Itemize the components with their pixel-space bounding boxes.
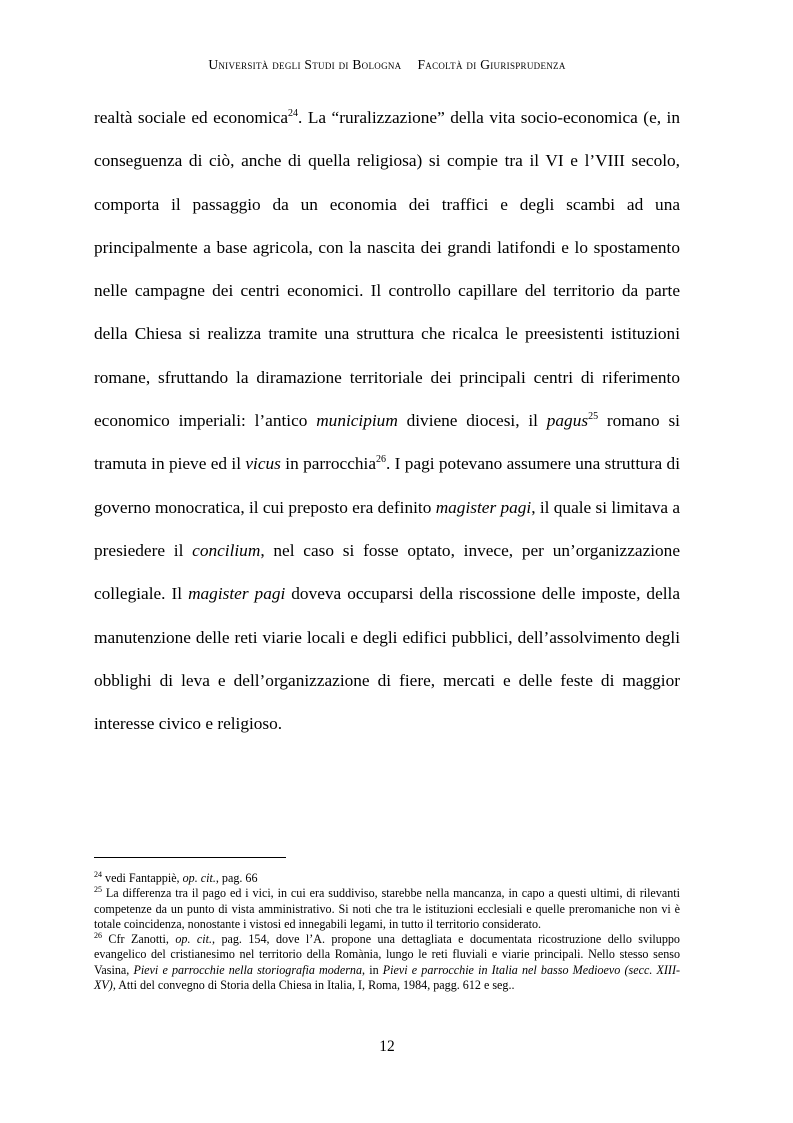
footnote-24 [94,871,680,886]
running-header [94,57,680,73]
body-paragraph [94,96,680,745]
body-text-run: . I pagi potevano assumere una struttura di governo monocratica, il cui preposto era definito [94,454,681,517]
footnote-number: 24 [94,870,102,879]
footnote-text: vedi Fantappiè, [102,871,183,885]
footnote-text: La differenza tra il pago ed i vici, in cui era suddiviso, starebbe nella mancanza, in capo a questi ultimi, di rilevanti competenze da un punto di vista amministrativo. Si noti che tra le istituzioni ecclesiali e quelle preromaniche non vi è totale coincidenza, nonostante i vistosi ed innegabili legami, in tutto il territorio considerato. [94,886,680,931]
body-text-run: , nel caso si fosse optato, invece, per un’organizzazione collegiale. Il [94,540,680,604]
footnote-25 [94,886,680,932]
footnote-title: Pievi e parrocchie in Italia nel basso Medioevo (secc. XIII-XV) [94,962,680,993]
body-text-run: . La “ruralizzazione” della vita socio-economica (e, in conseguenza di ciò, anche di quella religiosa) si compie tra il VI e l’VIII secolo, comporta il passaggio da un economia dei traffici e degli scambi ad una principalmente a base agricola, con la nascita dei grandi latifondi e lo spostamento nelle campagne dei centri economici. Il controllo capillare del territorio da parte della Chiesa si realizza tramite una struttura che ricalca le preesistenti istituzioni romane, sfruttando la diramazione territoriale dei principali centri di riferimento economico imperiali: l’antico [94,108,680,431]
footnote-ref-26[interactable]: 26 [376,454,386,466]
term-magister-pagi: magister pagi [435,497,532,517]
footnotes [94,871,680,993]
header-faculty: Facoltà di Giurisprudenza [417,57,566,72]
footnote-26 [94,932,680,993]
body-text-run: doveva occuparsi della riscossione delle imposte, della manutenzione delle reti viarie locali e degli edifici pubblici, dell’assolvimento degli obblighi di leva e dell’organizzazione di fiere, mercati e delle feste di maggior interesse civico e religioso. [94,584,681,734]
body-text-run: , il quale si limitava a presiedere il [94,497,680,560]
footnote-text: , pag. 66 [215,871,258,885]
term-pagus: pagus [546,411,589,431]
body-text-run: realtà sociale ed economica [94,108,288,127]
footnote-ref-24[interactable]: 24 [288,108,298,119]
body-text-run: diviene diocesi, il [397,411,547,431]
header-university: Università degli Studi di Bologna [208,57,402,72]
footnote-number: 25 [94,885,102,895]
footnote-text: , Atti del convegno di Storia della Chiesa in Italia, I, Roma, 1984, pagg. 612 e seg.. [112,978,515,993]
footnote-text: , in [362,962,383,977]
footnote-text: Cfr Zanotti, [102,932,176,947]
footnote-divider [94,857,286,858]
term-concilium: concilium [192,540,261,560]
page-number: 12 [379,1038,395,1055]
body-text-run: in parrocchia [280,454,376,474]
footnote-text: , pag. 154, dove l’A. propone una dettagliata e documentata ricostruzione dello sviluppo evangelico del cristianesimo nel territorio della Romània, lungo le reti fluviali e viarie principali. Nello stesso senso Vasina, [94,932,680,977]
term-municipium: municipium [316,411,398,431]
footnote-citation: op. cit. [175,932,212,947]
footnote-ref-25[interactable]: 25 [588,411,599,423]
footnote-title: Pievi e parrocchie nella storiografia moderna [133,962,363,977]
footnote-number: 26 [94,931,102,941]
body-text-run: romano si tramuta in pieve ed il [94,411,680,474]
footnote-citation: op. cit. [182,871,216,885]
term-vicus: vicus [245,454,281,474]
term-magister-pagi: magister pagi [188,584,286,604]
